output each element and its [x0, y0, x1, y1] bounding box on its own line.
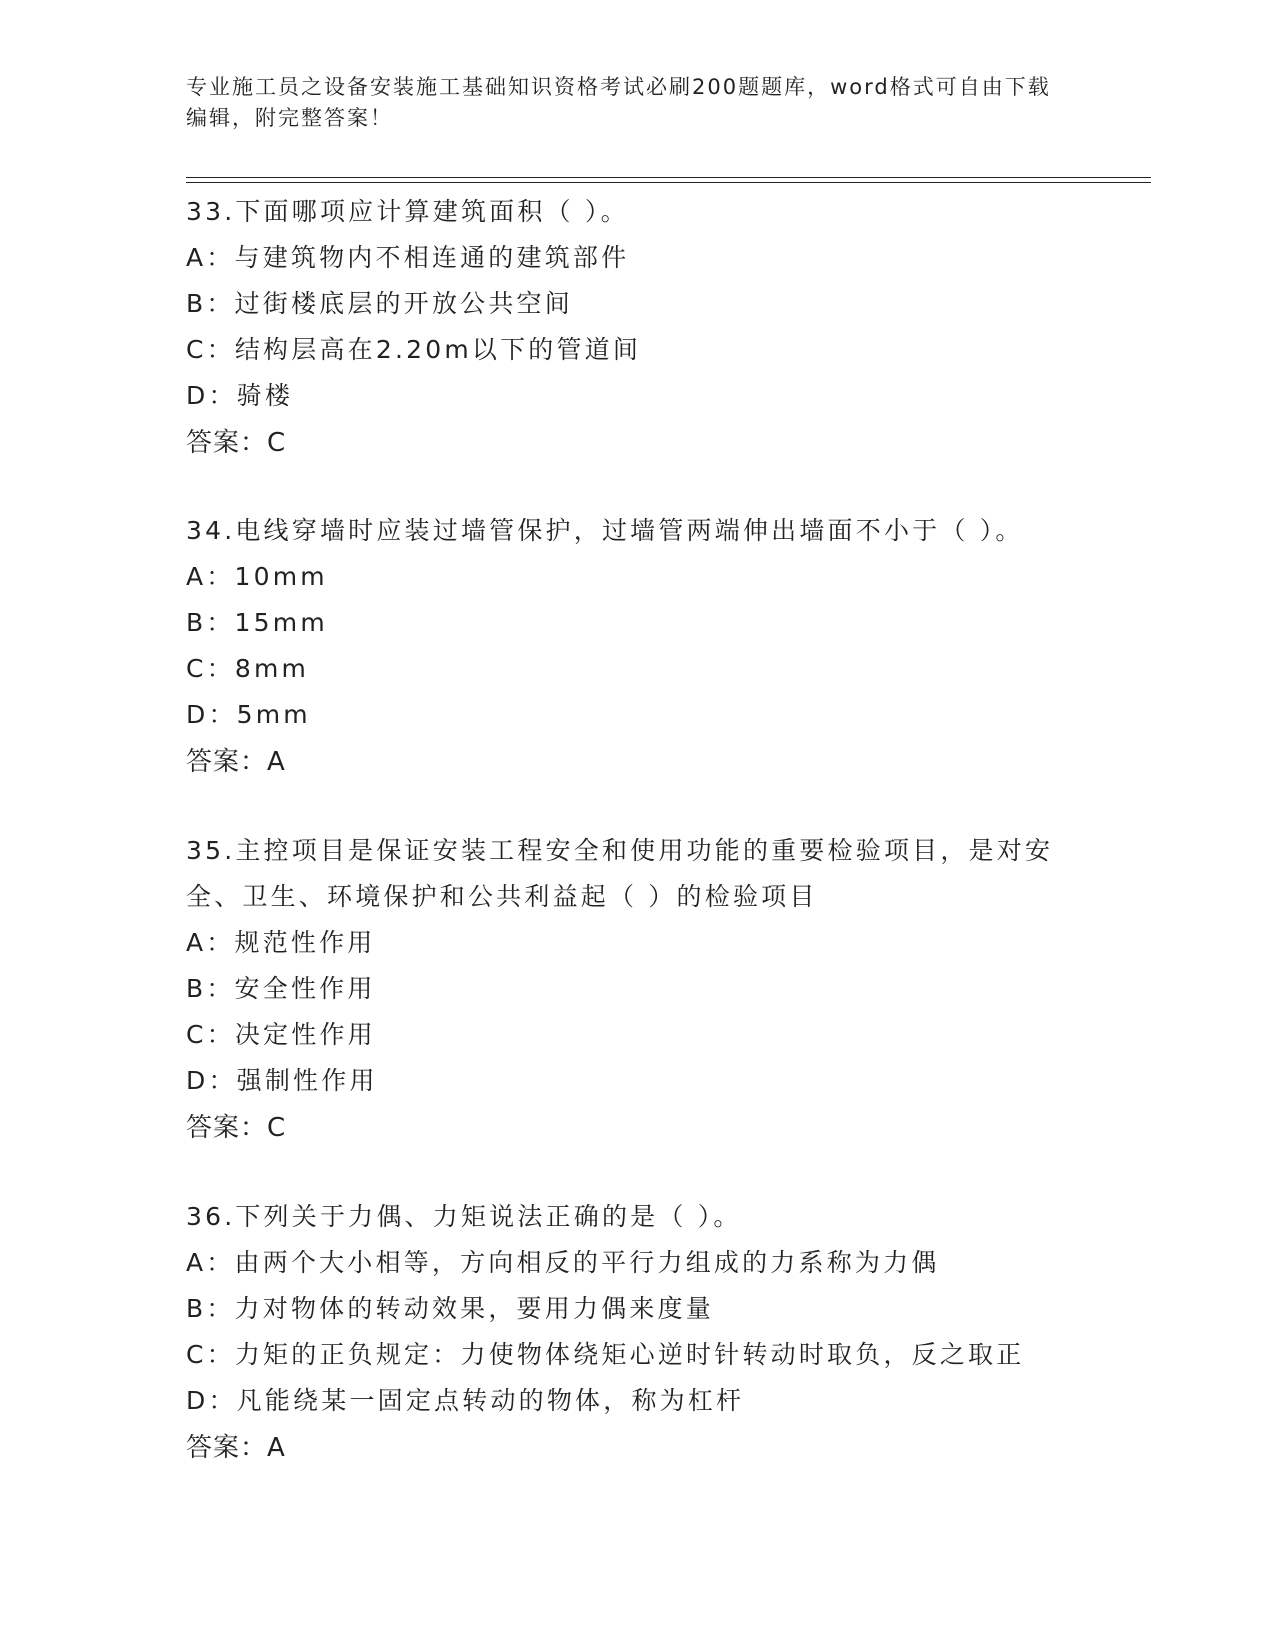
question-36 [186, 1194, 1086, 1470]
question-stem: 36.下列关于力偶、力矩说法正确的是（ ）。 [186, 1202, 742, 1231]
option-a: A：规范性作用 [186, 928, 376, 957]
header-divider-top [186, 177, 1151, 178]
option-d: D：凡能绕某一固定点转动的物体，称为杠杆 [186, 1386, 745, 1415]
option-d: D：强制性作用 [186, 1066, 378, 1095]
question-35 [186, 828, 1086, 1150]
question-stem: 35.主控项目是保证安装工程安全和使用功能的重要检验项目，是对安全、卫生、环境保护和公共利益起（ ）的检验项目 [186, 836, 1054, 911]
option-d: D：5mm [186, 700, 311, 729]
question-stem: 33.下面哪项应计算建筑面积（ ）。 [186, 197, 629, 226]
option-a: A：由两个大小相等，方向相反的平行力组成的力系称为力偶 [186, 1248, 940, 1277]
document-header: 专业施工员之设备安装施工基础知识资格考试必刷200题题库，word格式可自由下载编辑，附完整答案！ [186, 75, 1051, 130]
answer-label: 答案：A [186, 747, 286, 777]
option-c: C：结构层高在2.20m以下的管道间 [186, 335, 642, 364]
option-c: C：决定性作用 [186, 1020, 376, 1049]
question-34 [186, 508, 1086, 784]
option-b: B：15mm [186, 608, 328, 637]
question-33 [186, 189, 1086, 465]
option-a: A：10mm [186, 562, 328, 591]
answer-label: 答案：C [186, 1113, 287, 1143]
option-b: B：过街楼底层的开放公共空间 [186, 289, 573, 318]
option-a: A：与建筑物内不相连通的建筑部件 [186, 243, 630, 272]
answer-label: 答案：A [186, 1433, 286, 1463]
option-b: B：力对物体的转动效果，要用力偶来度量 [186, 1294, 714, 1323]
option-c: C：力矩的正负规定：力使物体绕矩心逆时针转动时取负，反之取正 [186, 1340, 1025, 1369]
answer-label: 答案：C [186, 428, 287, 458]
question-stem: 34.电线穿墙时应装过墙管保护，过墙管两端伸出墙面不小于（ ）。 [186, 516, 1024, 545]
option-b: B：安全性作用 [186, 974, 376, 1003]
option-c: C：8mm [186, 654, 310, 683]
header-divider-bottom [186, 182, 1151, 183]
option-d: D：骑楼 [186, 381, 294, 410]
